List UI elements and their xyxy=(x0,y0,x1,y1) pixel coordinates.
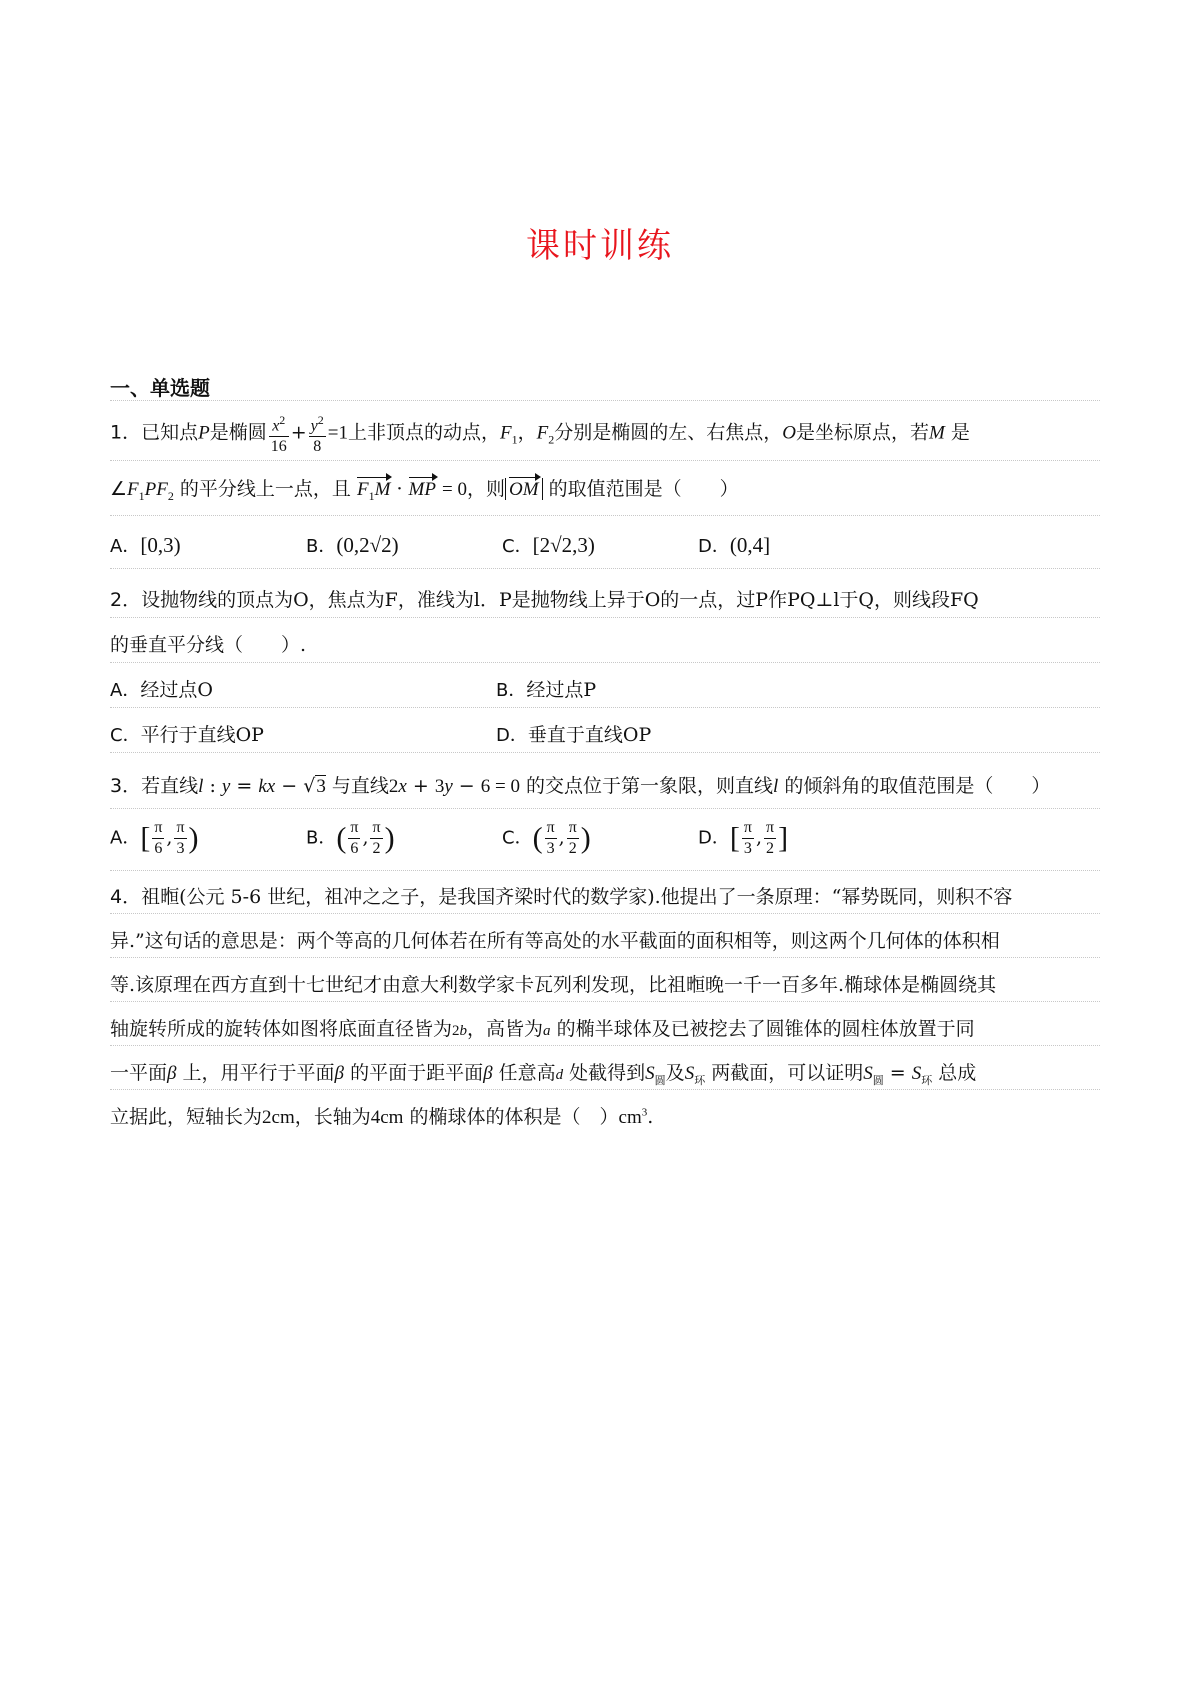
option-a[interactable]: A．[ $\frac{\pi}{6}$ , $\frac{\pi}{3}$ ) xyxy=(110,819,199,857)
question-number: 4 xyxy=(110,886,123,908)
q-text: 两截面，可以证明 xyxy=(711,1062,864,1084)
q-text: ，高皆为 xyxy=(467,1018,544,1040)
option-c[interactable]: C．( $\frac{\pi}{3}$ , $\frac{\pi}{2}$ ) xyxy=(502,819,591,857)
q-text: 总成 xyxy=(938,1062,977,1084)
divider xyxy=(110,752,1100,753)
divider xyxy=(110,568,1100,569)
q-text: ， xyxy=(517,421,537,444)
q-text: 与直线 xyxy=(331,775,389,797)
q-text: 的平面于距平面 xyxy=(350,1062,484,1084)
q-text: 上非顶点的动点， xyxy=(348,421,501,444)
q-text: 上，用平行于平面 xyxy=(182,1062,335,1084)
option-a[interactable]: A．[0,3) xyxy=(110,533,181,557)
q-text: 的椭球体的体积是（ ） xyxy=(409,1106,619,1128)
abs-om: OM xyxy=(505,478,543,500)
divider xyxy=(110,662,1100,663)
divider xyxy=(110,1045,1100,1046)
question-3-options xyxy=(110,818,1100,868)
question-1-line-2: $\angle F_1PF_2$ 的平分线上一点，且 $F_1M$ · MP = 0，则 OM 的取值范围是（ ） xyxy=(110,478,739,503)
q-text: 分别是椭圆的左、右焦点， xyxy=(554,421,783,444)
option-c[interactable]: C．[2√2,3) xyxy=(502,533,595,557)
question-4-line-5: 一平面β 上，用平行于平面β 的平面于距平面β 任意高d 处截得到$S_圆$及$S_环$ 两截面，可以证明$S_圆 = S_环$ 总成 xyxy=(110,1062,977,1087)
q-text: 轴旋转所成的旋转体如图将底面直径皆为 xyxy=(110,1018,453,1040)
divider xyxy=(110,1001,1100,1002)
q-text: 任意高 xyxy=(498,1062,556,1084)
divider xyxy=(110,808,1100,809)
divider xyxy=(110,515,1100,516)
question-4-line-4: 轴旋转所成的旋转体如图将底面直径皆为2b，高皆为a 的椭半球体及已被挖去了圆锥体的圆柱体放置于同 xyxy=(110,1018,975,1040)
q-text: 的椭半球体及已被挖去了圆锥体的圆柱体放置于同 xyxy=(556,1018,975,1040)
question-2-line-1: 2．设抛物线的顶点为O，焦点为F，准线为l．P是抛物线上异于O的一点，过P作PQ⊥l于Q，则线段FQ xyxy=(110,589,979,611)
question-3-line-1: 3．若直线l : y = kx − √3 与直线2x + 3y − 6 = 0 的交点位于第一象限，则直线l 的倾斜角的取值范围是（ ） xyxy=(110,775,1051,797)
divider xyxy=(110,1089,1100,1090)
q-text: . xyxy=(647,1106,654,1128)
question-number: 1 xyxy=(110,421,123,444)
divider xyxy=(110,870,1100,871)
q-text: 是椭圆 xyxy=(209,421,267,444)
divider xyxy=(110,913,1100,914)
q-text: ，长轴为 xyxy=(294,1106,371,1128)
q-text: 设抛物线的顶点为O，焦点为F，准线为l．P是抛物线上异于O的一点，过P作PQ⊥l于Q，则线段FQ xyxy=(141,589,979,611)
q-text: 是 xyxy=(950,421,970,444)
question-number: 3 xyxy=(110,775,123,797)
option-a[interactable]: A．经过点O xyxy=(110,679,213,701)
q-text: 的倾斜角的取值范围是（ ） xyxy=(784,775,1051,797)
vector-mp: MP xyxy=(408,479,436,500)
q-text: ，则 xyxy=(467,478,506,500)
fraction: $\frac{y^2}{8}$ xyxy=(309,410,326,457)
divider xyxy=(110,460,1100,461)
option-d[interactable]: D．(0,4] xyxy=(698,533,771,557)
vector-f1m: $F_1M$ xyxy=(356,479,391,503)
divider xyxy=(110,617,1100,618)
option-d[interactable]: D．垂直于直线OP xyxy=(496,724,652,746)
section-heading: 一、单选题 xyxy=(110,376,210,400)
option-c[interactable]: C．平行于直线OP xyxy=(110,724,264,746)
q-text: 祖暅(公元 5-6 世纪，祖冲之之子，是我国齐梁时代的数学家).他提出了一条原理：“幂势既同，则积不容 xyxy=(141,886,1013,908)
q-text: 一平面 xyxy=(110,1062,168,1084)
q-text: 的交点位于第一象限，则直线 xyxy=(526,775,774,797)
q-text: 及 xyxy=(665,1062,685,1084)
page-title: 课时训练 xyxy=(526,226,674,266)
question-4-line-6: 立据此，短轴长为2cm，长轴为4cm 的椭球体的体积是（ ）$cm^3$. xyxy=(110,1106,654,1128)
divider xyxy=(110,707,1100,708)
option-b[interactable]: B．(0,2√2) xyxy=(306,533,399,557)
question-4-line-2: 异.”这句话的意思是：两个等高的几何体若在所有等高处的水平截面的面积相等，则这两个几何体的体积相 xyxy=(110,930,1000,952)
q-text: 立据此，短轴长为 xyxy=(110,1106,263,1128)
option-b[interactable]: B．经过点P xyxy=(496,679,597,701)
option-b[interactable]: B．( $\frac{\pi}{6}$ , $\frac{\pi}{2}$ ) xyxy=(306,819,395,857)
question-4-line-3: 等.该原理在西方直到十七世纪才由意大利数学家卡瓦列利发现，比祖暅晚一千一百多年.椭球体是椭圆绕其 xyxy=(110,974,997,996)
divider xyxy=(110,957,1100,958)
q-text: 处截得到 xyxy=(569,1062,646,1084)
q-text: 是坐标原点，若 xyxy=(796,421,930,444)
q-text: 的取值范围是（ ） xyxy=(548,478,739,500)
fraction: $\frac{x^2}{16}$ xyxy=(269,410,289,457)
question-1-line-1: 1．已知点P是椭圆 $\frac{x^2}{16}$ + $\frac{y^2}{8}$ =1上非顶点的动点，$F_1$，$F_2$分别是椭圆的左、右焦点，O是坐标原点，若M 是 xyxy=(110,410,1100,457)
question-number: 2 xyxy=(110,589,123,611)
question-4-line-1: 4．祖暅(公元 5-6 世纪，祖冲之之子，是我国齐梁时代的数学家).他提出了一条原理：“幂势既同，则积不容 xyxy=(110,886,1013,908)
question-2-line-2: 的垂直平分线（ ）. xyxy=(110,634,307,656)
q-text: 已知点 xyxy=(141,421,199,444)
divider xyxy=(110,400,1100,401)
q-text: 若直线 xyxy=(141,775,199,797)
option-d[interactable]: D．[ $\frac{\pi}{3}$ , $\frac{\pi}{2}$ ] xyxy=(698,819,789,857)
q-text: 的平分线上一点，且 xyxy=(179,478,351,500)
